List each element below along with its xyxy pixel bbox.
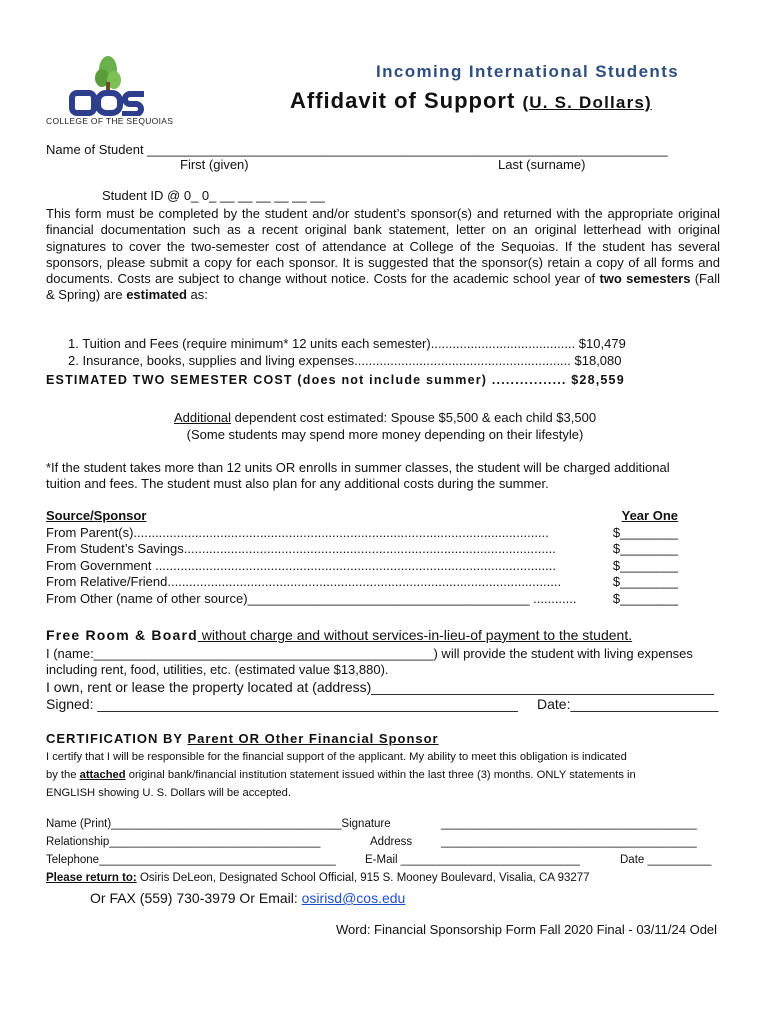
telephone-field[interactable]: Telephone_____________________________________ [46, 854, 336, 866]
dependent-cost-text: dependent cost estimated: Spouse $5,500 & each child $3,500 [231, 410, 597, 425]
college-logo [46, 56, 172, 128]
row-amount[interactable]: $________ [612, 590, 678, 606]
row-label: From Relative/Friend............................................................................................................. [46, 574, 562, 589]
row-amount[interactable]: $________ [612, 574, 678, 589]
header-subtitle: Incoming International Students [376, 62, 680, 81]
sponsor-table-header [46, 508, 678, 525]
additional-underlined: Additional [173, 410, 232, 425]
sponsor-signature-field[interactable]: ________________________________________ [441, 818, 697, 830]
row-label: From Student’s Savings....................................................................................................... [46, 541, 556, 556]
page-title [290, 88, 652, 114]
address-label: Address [370, 836, 413, 848]
title-text: Affidavit of Support [290, 88, 516, 113]
row-amount[interactable]: $________ [612, 524, 678, 540]
room-board-signed-field[interactable]: Signed: ______________________________________________________ [46, 696, 518, 712]
title-suffix: (U. S. Dollars) [522, 93, 652, 112]
cert-line-1: I certify that I will be responsible for the financial support of the applicant. My ability to meet this obligation is indicated [46, 751, 627, 763]
room-board-value-note: including rent, food, utilities, etc. (estimated value $13,880). [46, 662, 389, 677]
fax-text: Or FAX (559) 730-3979 Or Email: [90, 890, 302, 906]
intro-bold-semesters: two semesters [599, 271, 691, 287]
cert-title-part2: Parent OR Other Financial Sponsor [187, 731, 439, 746]
cert-line-3: ENGLISH showing U. S. Dollars will be accepted. [46, 787, 291, 799]
sponsor-name-field[interactable]: Name (Print)____________________________________Signature [46, 818, 391, 830]
student-name-field[interactable]: Name of Student ________________________________________________________________________ [46, 142, 668, 157]
email-field[interactable]: E-Mail ____________________________ [365, 854, 580, 866]
row-label: From Other (name of other source)_______________________________________ ............ [46, 590, 577, 606]
room-board-heading [46, 627, 632, 643]
provider-name-field[interactable]: I (name:_______________________________________________) will provide the student with living expenses [46, 646, 693, 661]
room-board-bold: Free Room & Board [46, 627, 198, 643]
table-row[interactable] [46, 525, 678, 542]
cert-attached: attached [79, 769, 126, 781]
row-amount[interactable]: $________ [612, 541, 678, 556]
row-label: From Parent(s)................................................................................................................... [46, 524, 549, 540]
sponsor-table [46, 508, 678, 607]
lifestyle-note: (Some students may spend more money depending on their lifestyle) [186, 427, 584, 442]
row-label: From Government ............................................................................................................... [46, 557, 556, 573]
row-amount[interactable]: $________ [612, 557, 678, 573]
property-address-field[interactable]: I own, rent or lease the property located at (address)____________________________________________ [46, 679, 714, 695]
return-text: Osiris DeLeon, Designated School Official, 915 S. Mooney Boulevard, Visalia, CA 93277 [136, 872, 590, 884]
cert-date-field[interactable]: Date __________ [620, 854, 712, 866]
intro-bold-estimated: estimated [126, 287, 187, 303]
estimated-total: ESTIMATED TWO SEMESTER COST (does not include summer) ................ $28,559 [46, 373, 625, 387]
table-row[interactable] [46, 591, 678, 608]
cert-line-2c: original bank/financial institution statement issued within the last three (3) months. ONLY statements in [125, 769, 636, 781]
intro-text-3: as: [186, 287, 208, 303]
address-field[interactable]: ________________________________________ [441, 836, 697, 848]
summer-note-line1: *If the student takes more than 12 units OR enrolls in summer classes, the student will be charged additional [46, 460, 670, 475]
certification-title [46, 731, 439, 746]
tree-logo-icon [46, 56, 172, 116]
first-name-label: First (given) [180, 157, 249, 172]
intro-paragraph [46, 206, 720, 304]
last-name-label: Last (surname) [498, 157, 586, 172]
cert-line-2a: by the [46, 769, 80, 781]
table-row[interactable] [46, 574, 678, 591]
email-link[interactable]: osirisd@cos.edu [301, 890, 406, 906]
room-board-date-field[interactable]: Date:___________________ [537, 696, 719, 712]
cert-line-2 [46, 766, 736, 784]
return-label: Please return to: [46, 872, 137, 884]
certification-text [46, 748, 736, 802]
table-row[interactable] [46, 541, 678, 558]
room-board-rest: without charge and without services-in-lieu-of payment to the student. [197, 627, 633, 643]
summer-note-line2: tuition and fees. The student must also plan for any additional costs during the summer. [46, 476, 549, 491]
student-id-field[interactable]: Student ID @ 0_ 0_ __ __ __ __ __ __ [102, 188, 325, 203]
source-sponsor-header: Source/Sponsor [46, 508, 147, 523]
cert-title-part1: CERTIFICATION BY [46, 731, 188, 746]
intro-text-1: This form must be completed by the student and/or student’s sponsor(s) and returned with the appropriate original financial documentation such as a recent original bank statement, letter on an original letterhead with original signatures to cover the two-semester cost of attendance at College of the Sequoias. If the student has several sponsors, please submit a copy for each sponsor. It is suggested that the sponsor(s) retain a copy of all forms and documents. Costs are subject to change without notice. Costs for the academic school year of [46, 206, 720, 287]
cost-item-tuition: 1. Tuition and Fees (require minimum* 12 units each semester)........................................ $10,479 [68, 336, 626, 351]
table-row[interactable] [46, 558, 678, 575]
year-one-header: Year One [621, 508, 678, 523]
logo-caption: COLLEGE OF THE SEQUOIAS [46, 116, 174, 126]
relationship-field[interactable]: Relationship_________________________________ [46, 836, 321, 848]
intro-text-2: (Fall & Spring) are [46, 271, 720, 303]
dependent-cost-line [0, 410, 770, 425]
footer-note: Word: Financial Sponsorship Form Fall 2020 Final - 03/11/24 Odel [336, 922, 718, 937]
cost-item-living: 2. Insurance, books, supplies and living expenses............................................................ $18,080 [68, 353, 622, 368]
return-address [46, 872, 590, 884]
fax-email-line [90, 890, 405, 906]
